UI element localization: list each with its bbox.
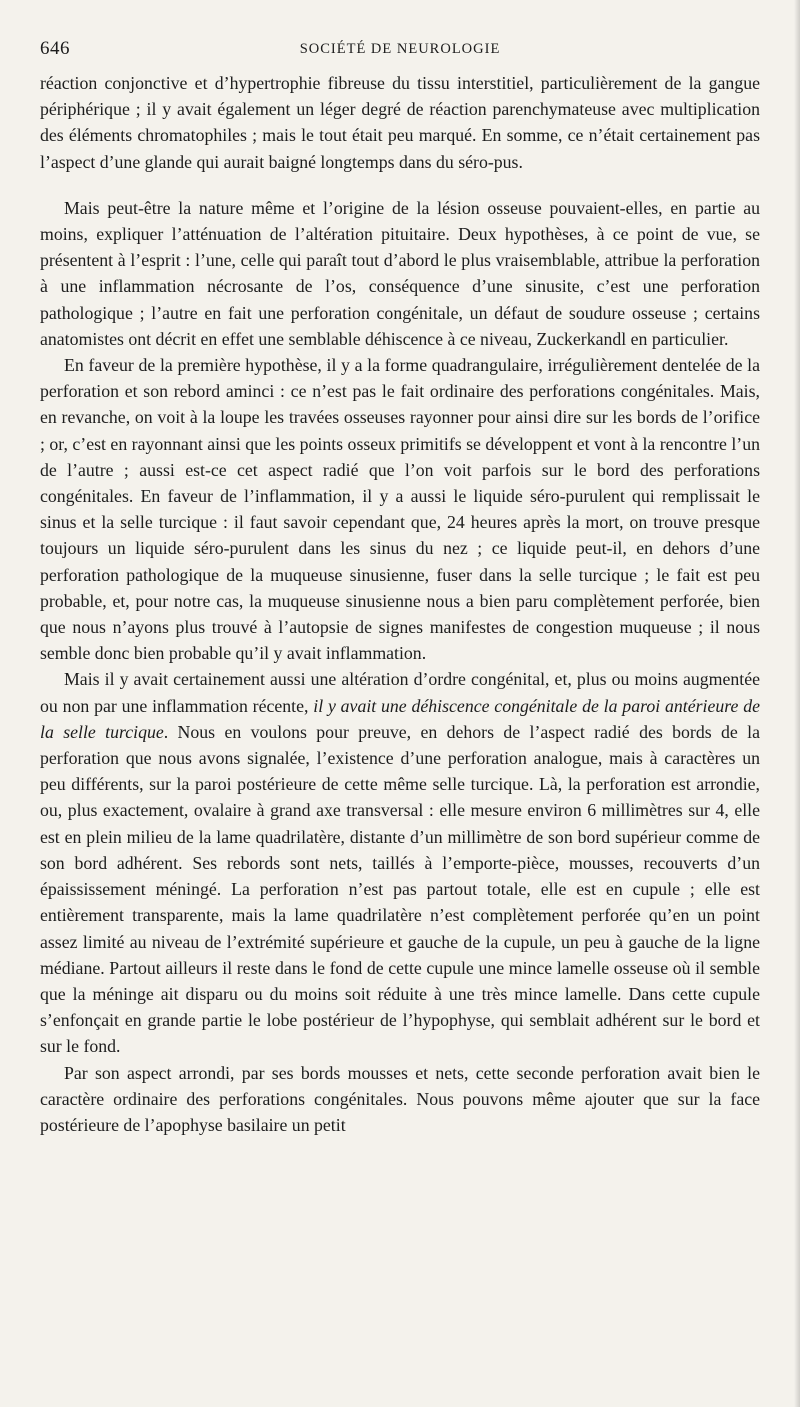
page-edge-shadow (794, 0, 800, 1407)
paragraph-4-text-after: . Nous en voulons pour preuve, en dehors de l’aspect radié des bords de la perforation que nous avons signalée, l’existence d’une perforation analogue, mais à caractères un peu différents, sur la paroi postérieure de cette même selle turcique. Là, la perforation est arrondie, ou, plus exactement, ovalaire à grand axe transversal : elle mesure environ 6 millimètres sur 4, elle est en plein milieu de la lame quadrilatère, distante d’un millimètre de son bord supérieur comme de son bord adhérent. Ses rebords sont nets, taillés à l’emporte-pièce, mousses, recouverts d’un épaississement méningé. La perforation n’est pas partout totale, elle est en cupule ; elle est entièrement transparente, mais la lame quadrilatère n’est complètement perforée qu’en un point assez limité au niveau de l’extrémité supérieure et gauche de la cupule, un peu à gauche de la ligne médiane. Partout ailleurs il reste dans le fond de cette cupule une mince lamelle osseuse où il semble que la méninge ait disparu ou du moins soit réduite à une très mince lamelle. Dans cette cupule s’enfonçait en grande partie le lobe postérieur de l’hypophyse, qui semblait adhérent sur le bord et sur le fond. (40, 721, 760, 1057)
paragraph-5: Par son aspect arrondi, par ses bords mousses et nets, cette seconde perforation avait bien le caractère ordinaire des perforations congénitales. Nous pouvons même ajouter que sur la face postérieure de l’apophyse basilaire un petit (40, 1062, 760, 1135)
page-header (40, 32, 760, 62)
paragraph-1: réaction conjonctive et d’hypertrophie fibreuse du tissu interstitiel, particulièrement de la gangue périphérique ; il y avait également un léger degré de réaction parenchymateuse avec multiplication des éléments chromatophiles ; mais le tout était peu marqué. En somme, ce n’était certainement pas l’aspect d’une glande qui aurait baigné longtemps dans du séro-pus. (40, 73, 760, 172)
paragraph-4 (40, 666, 760, 1059)
paragraph-3: En faveur de la première hypothèse, il y a la forme quadrangulaire, irrégulièrement dentelée de la perforation et son rebord aminci : ce n’est pas le fait ordinaire des perforations congénitales. Mais, en revanche, on voit à la loupe les travées osseuses rayonner pour ainsi dire sur les bords de l’orifice ; or, c’est en rayonnant ainsi que les points osseux primitifs se développent et vont à la rencontre l’un de l’autre ; aussi est-ce cet aspect radié que l’on voit parfois sur le bord des perforations congénitales. En faveur de l’inflammation, il y a aussi le liquide séro-purulent qui remplissait le sinus et la selle turcique : il faut savoir cependant que, 24 heures après la mort, on trouve presque toujours un liquide séro-purulent dans les sinus du nez ; ce liquide peut-il, en dehors d’une perforation pathologique de la muqueuse sinusienne, fuser dans la selle turcique ; le fait est peu probable, et, pour notre cas, la muqueuse sinusienne nous a bien paru complètement perforée, bien que nous n’ayons plus trouvé à l’autopsie de signes manifestes de congestion muqueuse ; il nous semble donc bien probable qu’il y avait inflammation. (40, 355, 760, 664)
paragraph-4-text-before: Mais il y avait certainement aussi une altération d’ordre congénital, et, plus ou moins augmentée ou non par une inflammation récente, (40, 669, 760, 716)
running-head: SOCIÉTÉ DE NEUROLOGIE (299, 41, 501, 57)
paragraph-4-italic-text: il y avait une déhiscence congénitale de la paroi antérieure de la selle turcique (40, 695, 760, 742)
page-number: 646 (40, 38, 70, 59)
body-text (40, 70, 760, 1138)
paragraph-2: Mais peut-être la nature même et l’origine de la lésion osseuse pouvaient-elles, en partie au moins, expliquer l’atténuation de l’altération pituitaire. Deux hypothèses, à ce point de vue, se présentent à l’esprit : l’une, celle qui paraît tout d’abord le plus vraisemblable, attribue la perforation à une inflammation nécrosante de l’os, conséquence d’une sinusite, c’est une perforation pathologique ; l’autre en fait une perforation congénitale, un défaut de soudure osseuse ; certains anatomistes ont décrit en effet une semblable déhiscence à ce niveau, Zuckerkandl en particulier. (40, 197, 760, 349)
